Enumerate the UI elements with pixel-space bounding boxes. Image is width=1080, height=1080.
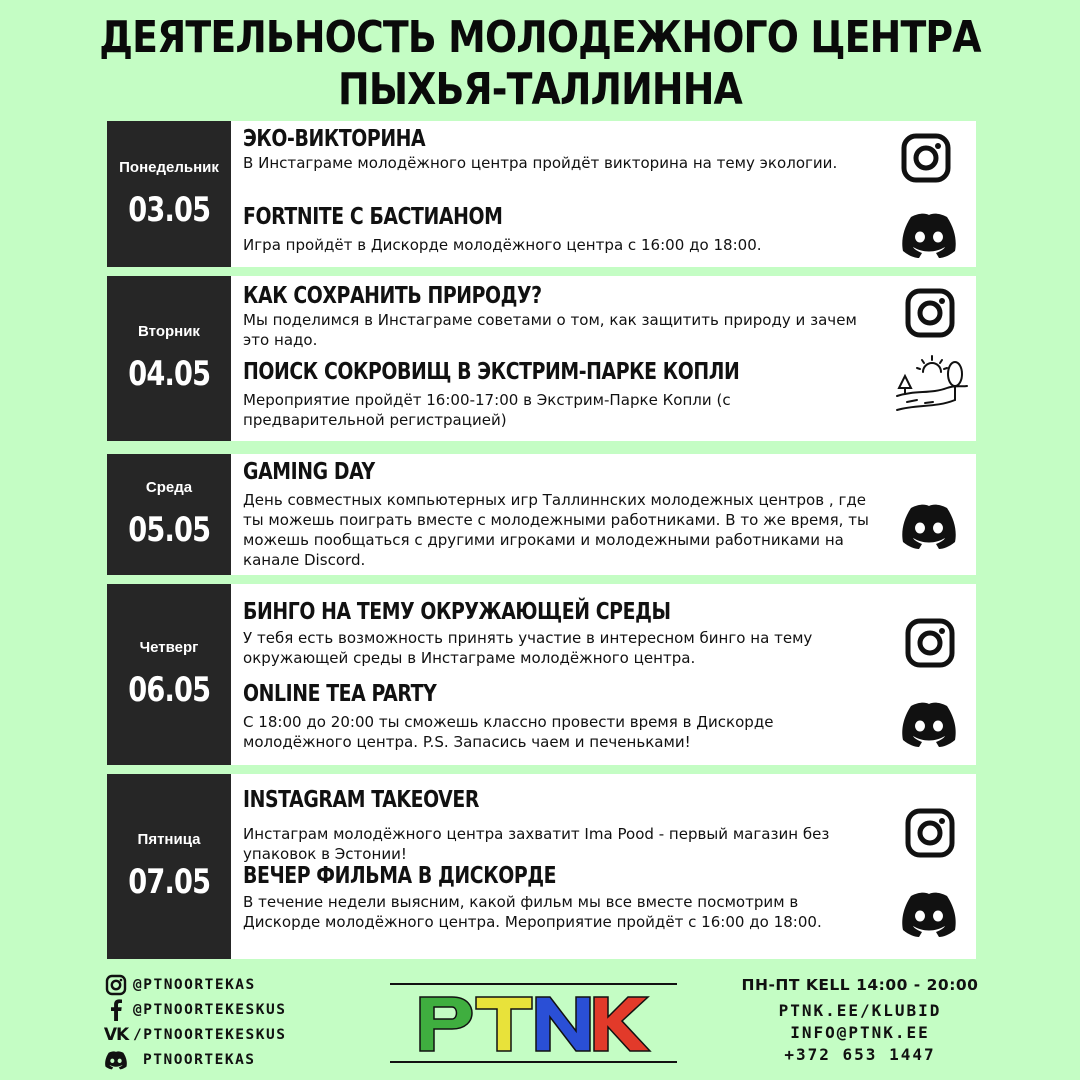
event-title: БИНГО НА ТЕМУ ОКРУЖАЮЩЕЙ СРЕДЫ [243,599,671,625]
day-events [231,276,976,441]
discord-icon[interactable] [897,211,961,263]
event-title: ЭКО-ВИКТОРИНА [243,126,426,152]
discord-icon[interactable] [897,700,961,752]
park-icon [895,354,969,422]
discord-icon [103,1050,129,1070]
event-title: INSTAGRAM TAKEOVER [243,787,479,813]
event-description: День совместных компьютерных игр Таллиннских молодежных центров , где ты можешь поиграть вместе с молодежными работниками. В то же время, ты можешь пообщаться с другими игроками и молодежными работниками на канале Discord. [243,491,869,569]
day-date: 03.05 [127,189,211,230]
day-card-monday [107,121,976,267]
event-description: Игра пройдёт в Дискорде молодёжного центра с 16:00 до 18:00. [243,236,762,254]
page-title-line-1: ДЕЯТЕЛЬНОСТЬ МОЛОДЕЖНОГО ЦЕНТРА [99,12,981,63]
date-box [107,584,231,765]
page-title-line-2: ПЫХЬЯ-ТАЛЛИННА [338,64,742,115]
day-date: 04.05 [127,354,211,394]
event [243,358,883,430]
day-date: 05.05 [127,510,211,550]
phone-number[interactable]: +372 653 1447 [784,1045,936,1064]
day-date: 06.05 [127,670,211,710]
social-link-facebook[interactable] [103,997,363,1022]
event-description: Мероприятие пройдёт 16:00-17:00 в Экстрим-Парке Копли (с предварительной регистрацией) [243,391,731,429]
email-link[interactable]: INFO@PTNK.EE [790,1023,930,1042]
event [243,282,883,350]
date-box [107,774,231,959]
social-handle: /PTNOORTEKESKUS [133,1026,287,1043]
facebook-icon [103,999,129,1021]
day-name: Понедельник [119,158,219,176]
event-title: ПОИСК СОКРОВИЩ В ЭКСТРИМ-ПАРКЕ КОПЛИ [243,359,740,385]
social-link-vk[interactable] [103,1022,363,1047]
event [243,203,883,255]
event-title: FORTNITE С БАСТИАНОМ [243,204,503,230]
date-box [107,276,231,441]
day-name: Вторник [138,323,200,340]
vk-icon: VK [103,1024,129,1045]
day-name: Среда [145,479,193,496]
day-card-tuesday [107,276,976,441]
day-events [231,774,976,959]
website-link[interactable]: PTNK.EE/KLUBID [778,1001,942,1020]
day-card-thursday [107,584,976,765]
social-handle: @PTNOORTEKESKUS [133,1001,287,1018]
event-description: У тебя есть возможность принять участие в интересном бинго на тему окружающей среды в Инстаграме молодёжного центра. [243,629,813,667]
day-name: Четверг [139,639,199,656]
opening-hours: ПН-ПТ KELL 14:00 - 20:00 [741,976,979,994]
event-description: В течение недели выясним, какой фильм мы все вместе посмотрим в Дискорде молодёжного центра. Мероприятие пройдёт с 16:00 до 18:00. [243,893,822,931]
day-events [231,584,976,765]
discord-icon[interactable] [897,890,961,942]
event [243,786,883,864]
event-description: Мы поделимся в Инстаграме советами о том, как защитить природу и зачем это надо. [243,311,857,349]
contact-info [740,976,980,1066]
social-link-discord[interactable] [103,1047,363,1072]
event [243,680,883,752]
instagram-icon[interactable] [901,133,951,187]
day-events [231,121,976,267]
social-handle: PTNOORTEKAS [143,1051,256,1068]
discord-icon[interactable] [897,502,961,554]
ptnk-logo [390,983,677,1063]
day-card-friday [107,774,976,959]
event-title: GAMING DAY [243,459,375,485]
instagram-icon[interactable] [905,808,955,862]
event [243,862,883,932]
event-title: ONLINE TEA PARTY [243,681,437,707]
event [243,458,883,570]
event-description: В Инстаграме молодёжного центра пройдёт викторина на тему экологии. [243,154,838,172]
event-description: С 18:00 до 20:00 ты сможешь классно провести время в Дискорде молодёжного центра. P.S. Запасись чаем и печеньками! [243,713,774,751]
ptnk-logo-letters [414,993,654,1053]
instagram-icon[interactable] [905,288,955,342]
event [243,125,883,173]
social-handle: @PTNOORTEKAS [133,976,256,993]
event-title: КАК СОХРАНИТЬ ПРИРОДУ? [243,283,542,309]
day-card-wednesday [107,454,976,575]
day-events [231,454,976,575]
day-name: Пятница [137,831,201,848]
date-box [107,121,231,267]
event-description: Инстаграм молодёжного центра захватит Ima Pood - первый магазин без упаковок в Эстонии! [243,825,830,863]
event-title: ВЕЧЕР ФИЛЬМА В ДИСКОРДЕ [243,863,557,889]
day-date: 07.05 [127,862,211,902]
date-box [107,454,231,575]
instagram-icon [103,974,129,996]
social-link-instagram[interactable] [103,972,363,997]
instagram-icon[interactable] [905,618,955,672]
social-links [103,972,363,1072]
event [243,598,883,668]
page-title [76,12,1005,116]
